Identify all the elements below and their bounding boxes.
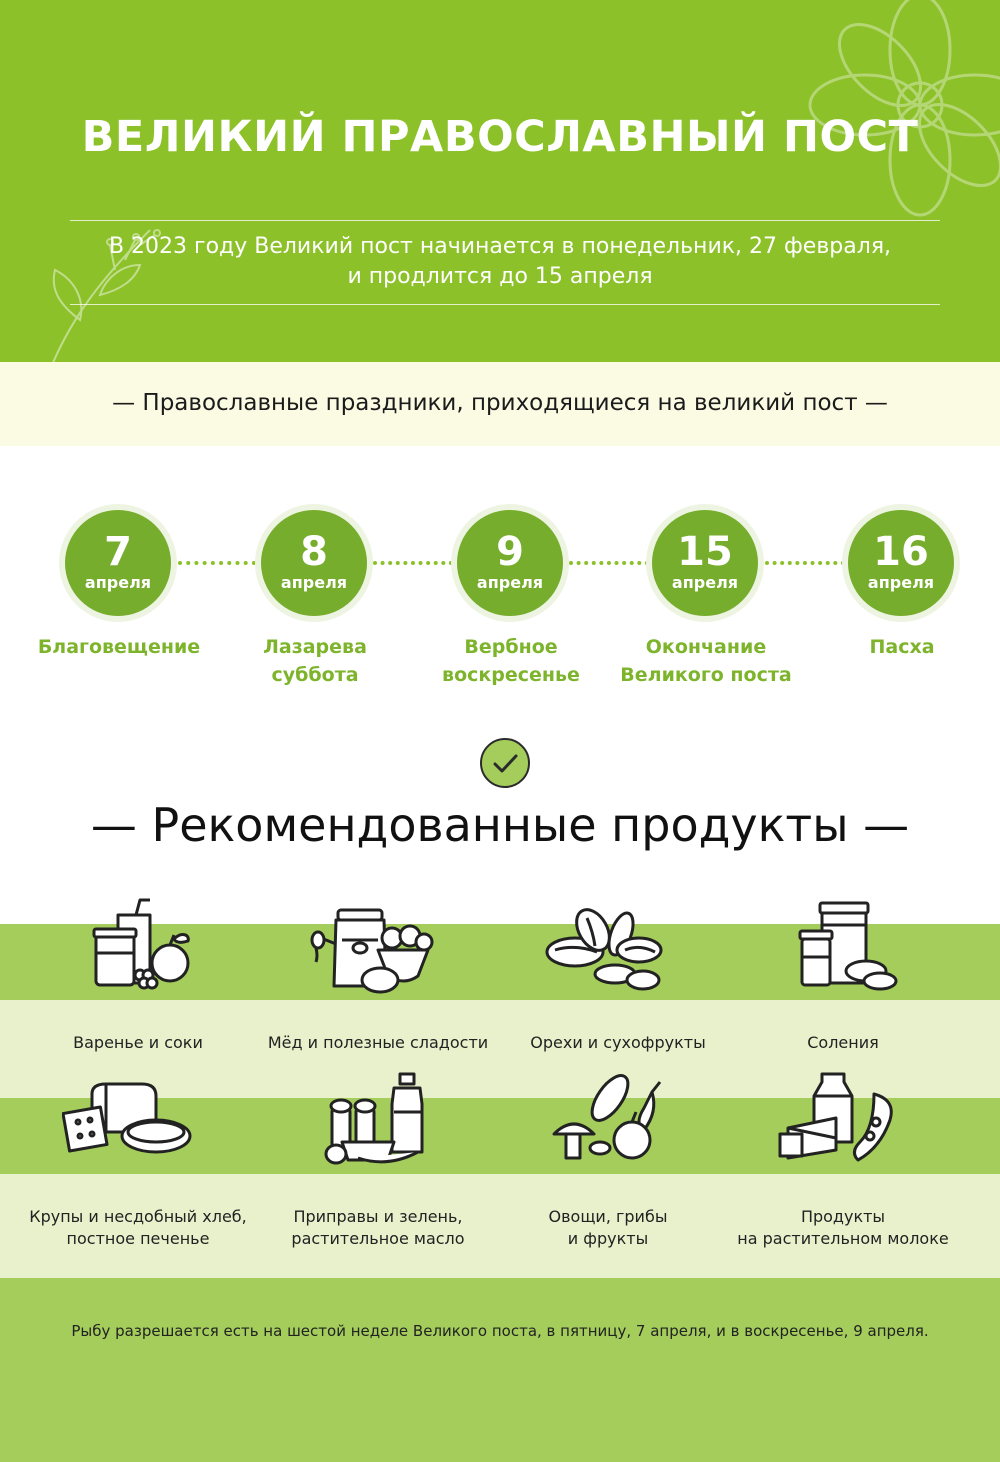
holiday-name: Благовещение (37, 636, 201, 658)
holiday-date-circle (261, 510, 367, 616)
spices-oil-icon (318, 1068, 448, 1168)
holiday-month: апреля (867, 573, 935, 592)
bread-grains-icon (62, 1070, 192, 1170)
vegetables-mushrooms-icon (548, 1068, 678, 1168)
subtitle-line-1: В 2023 году Великий пост начинается в понедельник, 27 февраля, (108, 234, 892, 259)
pickles-icon (780, 895, 910, 995)
product-label: Овощи, грибы и фрукты (548, 1207, 668, 1248)
divider-bottom (70, 304, 940, 305)
holiday-date-circle (65, 510, 171, 616)
holidays-heading: — Православные праздники, приходящиеся на великий пост — (112, 390, 888, 416)
holiday-name: Окончание Великого поста (620, 636, 792, 686)
holiday-month: апреля (671, 573, 739, 592)
fish-note: Рыбу разрешается есть на шестой неделе Великого поста, в пятницу, 7 апреля, и в воскресенье, 9 апреля. (71, 1322, 929, 1340)
product-label: Соления (807, 1033, 879, 1052)
fast-dates-subtitle (0, 232, 1000, 292)
honey-sweets-icon (310, 900, 440, 1000)
holiday-day: 9 (496, 529, 524, 575)
footer-band (0, 1278, 1000, 1462)
jam-juice-icon (78, 895, 208, 995)
holiday-name: Вербное воскресенье (442, 636, 580, 686)
holidays-timeline (0, 505, 1000, 705)
recommended-heading: — Рекомендованные продукты — (90, 798, 910, 852)
holiday-day: 16 (873, 529, 929, 575)
timeline-connector (569, 561, 649, 565)
holiday-name: Лазарева суббота (263, 636, 367, 686)
nuts-dried-fruit-icon (545, 900, 675, 1000)
product-label: Мёд и полезные сладости (267, 1033, 489, 1052)
holiday-month: апреля (476, 573, 544, 592)
timeline-connector (765, 561, 845, 565)
holidays-heading-band (0, 362, 1000, 446)
holiday-month: апреля (84, 573, 152, 592)
check-icon (479, 737, 531, 789)
timeline-connector (178, 561, 256, 565)
product-label: Орехи и сухофрукты (530, 1033, 706, 1052)
product-label: Крупы и несдобный хлеб, постное печенье (29, 1207, 247, 1248)
product-label: Варенье и соки (73, 1033, 203, 1052)
holiday-day: 8 (300, 529, 328, 575)
holiday-day: 15 (677, 529, 733, 575)
divider-top (70, 220, 940, 221)
timeline-connector (373, 561, 453, 565)
holiday-date-circle (848, 510, 954, 616)
holiday-month: апреля (280, 573, 348, 592)
page-title: ВЕЛИКИЙ ПРАВОСЛАВНЫЙ ПОСТ (81, 112, 919, 162)
product-label: Продукты на растительном молоке (737, 1207, 949, 1248)
holiday-date-circle (652, 510, 758, 616)
holiday-name: Пасха (869, 636, 935, 658)
plant-milk-icon (778, 1068, 908, 1168)
holiday-day: 7 (104, 529, 132, 575)
subtitle-line-2: и продлится до 15 апреля (347, 264, 653, 289)
holiday-date-circle (457, 510, 563, 616)
product-label: Приправы и зелень, растительное масло (291, 1207, 465, 1248)
flower-decoration-icon (800, 0, 1000, 220)
header-banner (0, 0, 1000, 362)
